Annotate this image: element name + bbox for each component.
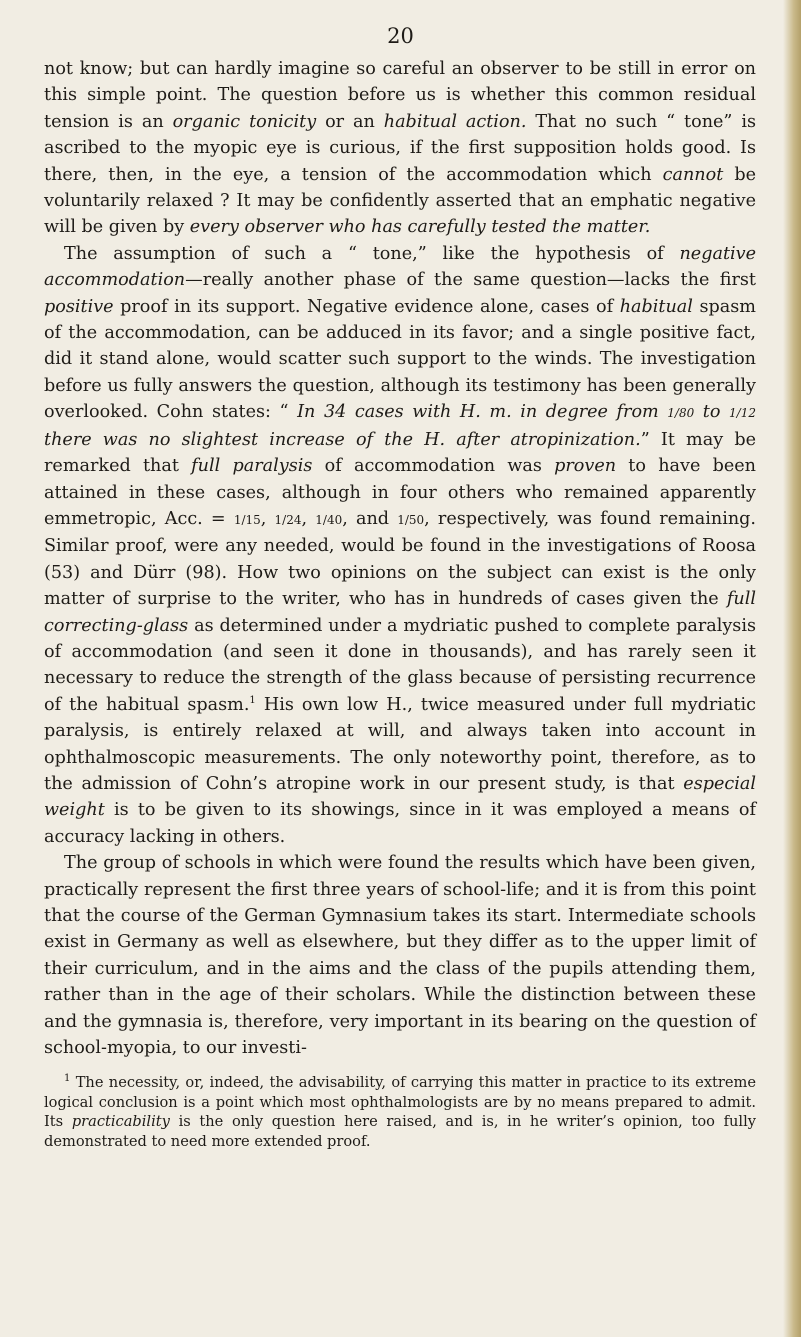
paragraph xyxy=(44,850,756,1061)
text-run: , and xyxy=(342,508,398,529)
text-run: 1/24 xyxy=(274,512,302,527)
text-run: to have been attained in these cases, although in four others who remained apparently emmetropic, Acc. = xyxy=(44,456,757,529)
page-edge xyxy=(783,0,801,1337)
italic-text: habitual xyxy=(619,296,693,317)
page-number: 20 xyxy=(387,24,414,48)
italic-text: organic tonicity xyxy=(172,111,317,132)
italic-text: 1/12 xyxy=(729,406,756,421)
text-run: The group of schools in which were found the results which have been given, practically represent the first three years of school-life; and it is from this point that the course of the German Gymnasium takes its start. Intermediate schools exist in Germany as well as elsewhere, but they differ as to the upper limit of their curriculum, and in the aims and the class of the pupils attending them, rather than in the age of their scholars. While the distinction between these and the gymnasia is, therefore, very important in its bearing on the question of school-myopia, to our investi- xyxy=(44,853,756,1059)
text-run: That no such “ tone” is ascribed to the myopic eye is curious, if the first supposition holds good. Is there, then, in the eye, a tension of the accommodation which xyxy=(44,111,756,185)
italic-text: positive xyxy=(44,296,114,317)
italic-text: every observer who has carefully tested the matter. xyxy=(189,217,651,238)
italic-text: habitual action. xyxy=(383,111,527,132)
text-run: 1/40 xyxy=(315,512,343,527)
text-run: , xyxy=(260,508,275,529)
text-run: His own low H., twice measured under full mydriatic paralysis, is entirely relaxed at will, and always taken into account in ophthalmoscopic measurements. The only noteworthy point, therefore, as to the admission of Cohn’s atropine work in our present study, is that xyxy=(44,694,756,794)
italic-text: full paralysis xyxy=(191,456,313,477)
text-run: , xyxy=(301,508,316,529)
text-run: spasm of the accommodation, can be adduced in its favor; and a single positive fact, did it stand alone, would scatter such support to the winds. The investigation before us fully answers the question, although its testimony has been generally overlooked. Cohn states: “ xyxy=(44,296,756,423)
footnote xyxy=(44,1073,756,1151)
italic-text: 1/80 xyxy=(667,406,695,421)
text-run: The assumption of such a “ tone,” like the hypothesis of xyxy=(64,243,680,264)
text-run: as determined under a mydriatic pushed to complete paralysis of accommodation (and seen it done in thousands), and has rarely seen it necessary to reduce the strength of the glass because of persisting recurrence of the habitual spasm. xyxy=(44,615,756,715)
italic-text: cannot xyxy=(662,164,724,185)
italic-text: In 34 cases with H. m. in degree from xyxy=(297,402,668,423)
text-run: The necessity, or, indeed, the advisability, of carrying this matter in practice to its extreme logical conclusion is a point which most ophthalmologists are by no means prepared to admit. Its xyxy=(44,1074,756,1131)
italic-text: practicability xyxy=(71,1113,170,1131)
paragraph xyxy=(44,241,756,850)
text-run: of accommodation was xyxy=(312,456,555,477)
italic-text: there was no slightest increase of the H. after atropinization. xyxy=(44,429,641,450)
text-run: is the only question here raised, and is, in he writer’s opinion, too fully demonstrated to need more extended proof. xyxy=(44,1113,756,1150)
text-run: 1/50 xyxy=(397,512,425,527)
footnote-marker: 1 xyxy=(64,1073,71,1085)
italic-text: proven xyxy=(554,456,617,477)
text-run: ” It may be remarked that xyxy=(44,429,756,477)
text-run: is to be given to its showings, since in it was employed a means of accuracy lacking in others. xyxy=(44,800,756,847)
text-run: —really another phase of the same question—lacks the first xyxy=(185,270,756,291)
italic-text: especial weight xyxy=(44,773,756,821)
text-run: be voluntarily relaxed ? It may be confidently asserted that an emphatic negative will be given by xyxy=(44,164,756,238)
italic-text: to xyxy=(694,402,730,423)
text-run: 1/15 xyxy=(233,512,261,527)
text-run: proof in its support. Negative evidence alone, cases of xyxy=(113,296,620,317)
text-run: , respectively, was found remaining. Similar proof, were any needed, would be found in the investigations of Roosa (53) and Dürr (98). How two opinions on the subject can exist is the only matter of surprise to the writer, who has in hundreds of cases given the xyxy=(44,508,757,610)
text-run: or an xyxy=(316,111,384,132)
body-text xyxy=(44,56,756,1151)
italic-text: negative accommodation xyxy=(44,243,756,291)
footnote-marker: 1 xyxy=(249,694,256,706)
text-run: not know; but can hardly imagine so careful an observer to be still in error on this simple point. The question before us is whether this common residual tension is an xyxy=(44,59,756,132)
paragraph xyxy=(44,56,756,241)
italic-text: full correcting-glass xyxy=(44,589,756,636)
